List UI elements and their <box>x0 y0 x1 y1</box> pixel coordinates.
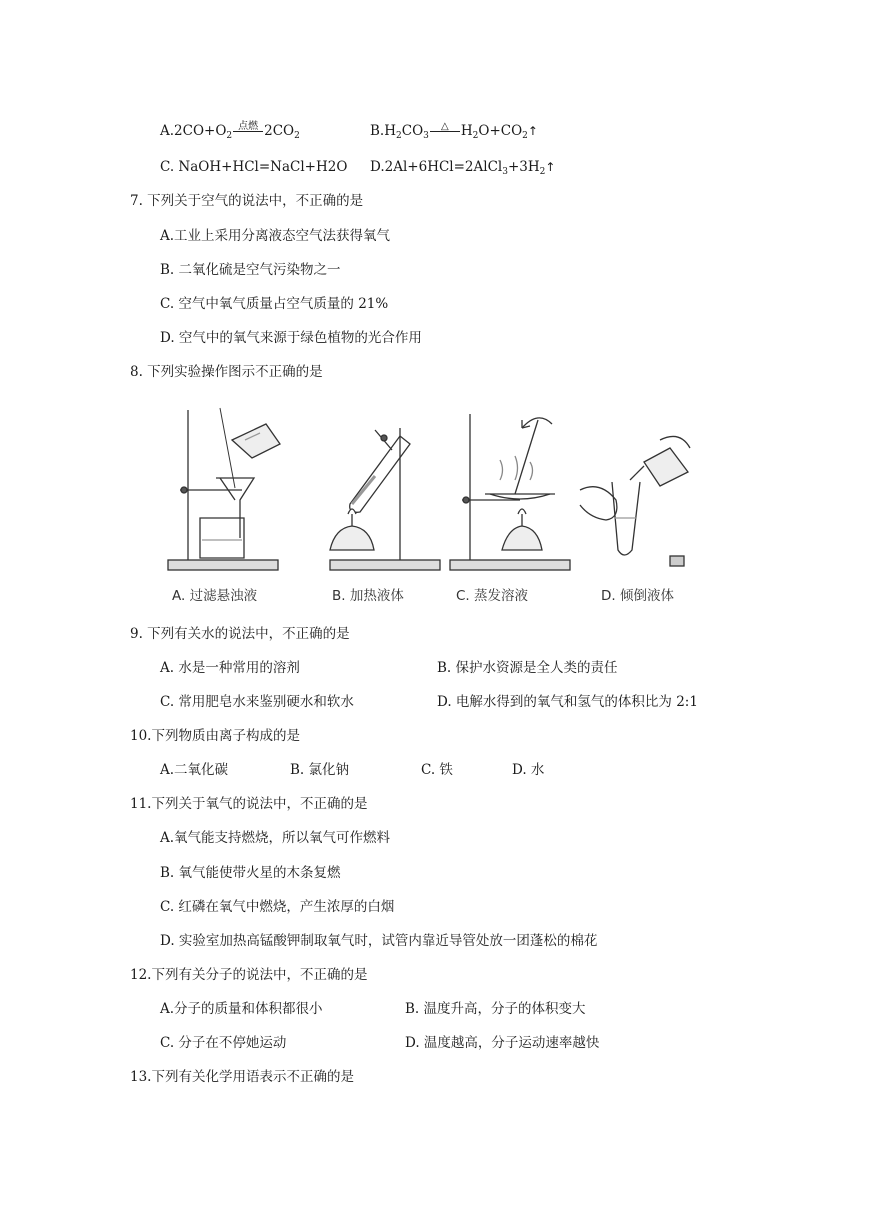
q11-option-d: D. 实验室加热高锰酸钾制取氧气时，试管内靠近导管处放一团蓬松的棉花 <box>160 933 598 949</box>
q7-option-a: A.工业上采用分离液态空气法获得氧气 <box>160 228 391 244</box>
q9-option-a: A. 水是一种常用的溶剂 <box>160 660 300 676</box>
q9-option-c: C. 常用肥皂水来鉴别硬水和软水 <box>160 694 354 710</box>
heating-liquid-apparatus-icon <box>330 428 440 570</box>
figure-caption-c: C. 蒸发溶液 <box>456 588 529 604</box>
evaporation-apparatus-icon <box>450 414 570 570</box>
q11-option-c: C. 红磷在氧气中燃烧，产生浓厚的白烟 <box>160 899 395 915</box>
q12-option-c: C. 分子在不停她运动 <box>160 1035 287 1051</box>
q10-option-c: C. 铁 <box>421 762 453 778</box>
q10-option-a: A.二氧化碳 <box>160 762 229 778</box>
figure-caption-a: A. 过滤悬浊液 <box>172 588 258 604</box>
q8-stem: 8. 下列实验操作图示不正确的是 <box>130 364 323 380</box>
q9-option-d: D. 电解水得到的氧气和氢气的体积比为 2:1 <box>437 694 698 710</box>
q7-option-c: C. 空气中氧气质量占空气质量的 21% <box>160 296 389 312</box>
lab-apparatus-figure <box>160 400 720 580</box>
gas-up-arrow-icon: ↑ <box>545 160 556 174</box>
heat-label: △ <box>441 121 449 132</box>
q12-option-d: D. 温度越高，分子运动速率越快 <box>405 1035 600 1051</box>
q6-option-b: $B.H_2CO_3$ △ $H_2O+CO_2↑$ <box>370 122 538 145</box>
figure-caption-b: B. 加热液体 <box>332 588 404 604</box>
q6-option-c: C. NaOH+HCl=NaCl+H2O <box>160 159 348 175</box>
q11-stem: 11.下列关于氧气的说法中，不正确的是 <box>130 796 368 812</box>
ignite-label: 点燃 <box>238 121 259 132</box>
filtration-apparatus-icon <box>168 408 280 570</box>
q10-option-b: B. 氯化钠 <box>290 762 350 778</box>
q12-stem: 12.下列有关分子的说法中，不正确的是 <box>130 967 368 983</box>
q9-option-b: B. 保护水资源是全人类的责任 <box>437 660 618 676</box>
figure-caption-d: D. 倾倒液体 <box>601 588 674 604</box>
q13-stem: 13.下列有关化学用语表示不正确的是 <box>130 1069 354 1085</box>
q12-option-a: A.分子的质量和体积都很小 <box>160 1001 323 1017</box>
q10-option-d: D. 水 <box>512 762 545 778</box>
q7-option-d: D. 空气中的氧气来源于绿色植物的光合作用 <box>160 330 422 346</box>
pouring-liquid-apparatus-icon <box>580 436 690 566</box>
q9-stem: 9. 下列有关水的说法中，不正确的是 <box>130 626 350 642</box>
q7-stem: 7. 下列关于空气的说法中，不正确的是 <box>130 193 364 209</box>
q6-option-a: $A.2CO+O_2$ 点燃 $2CO_2$ <box>160 122 300 145</box>
q6-option-d: $D.2Al+6HCl=2AlCl_3+3H_2↑$ <box>370 159 556 177</box>
q11-option-b: B. 氧气能使带火星的木条复燃 <box>160 865 341 881</box>
gas-up-arrow-icon: ↑ <box>527 124 538 138</box>
q12-option-b: B. 温度升高，分子的体积变大 <box>405 1001 586 1017</box>
q11-option-a: A.氧气能支持燃烧，所以氧气可作燃料 <box>160 830 391 846</box>
q10-stem: 10.下列物质由离子构成的是 <box>130 728 300 744</box>
q7-option-b: B. 二氧化硫是空气污染物之一 <box>160 262 341 278</box>
